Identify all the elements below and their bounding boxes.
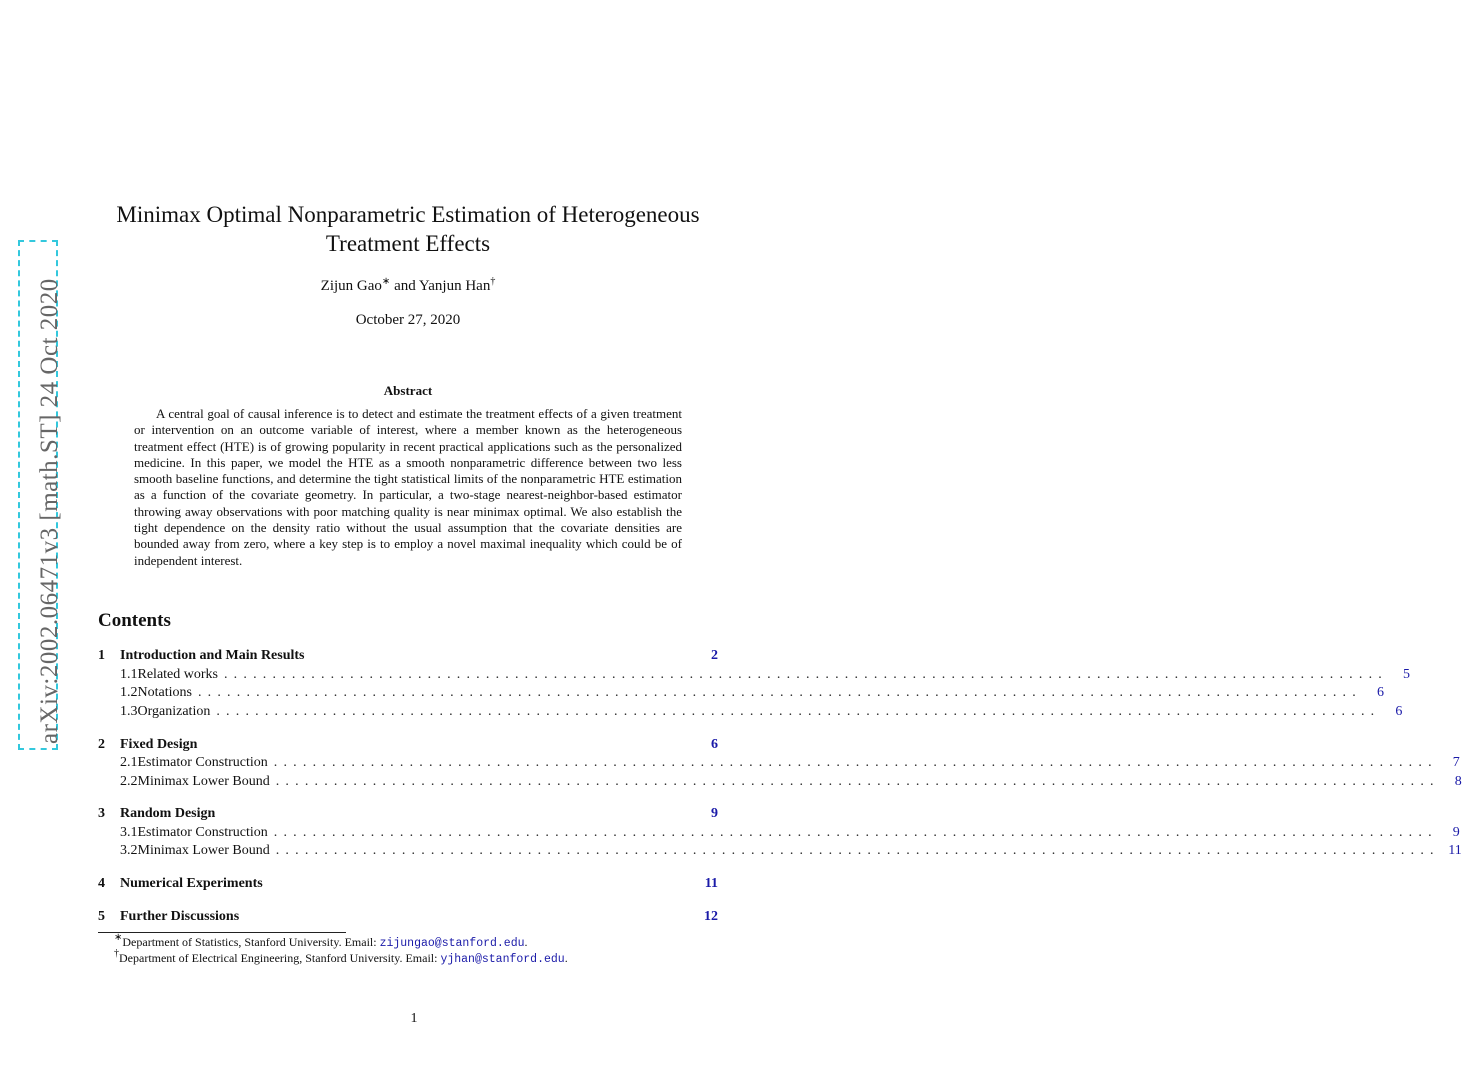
footnote-2-end: .	[564, 951, 568, 965]
toc-entry-number: 3.1	[120, 825, 138, 840]
toc-entry-title[interactable]: Further Discussions	[120, 909, 240, 924]
toc-entry-number: 1.1	[120, 667, 138, 682]
toc-entry[interactable]	[98, 806, 718, 824]
page-number: 1	[410, 1011, 418, 1026]
footnote-1-text: Department of Statistics, Stanford University. Email:	[122, 935, 380, 949]
toc-entry-number: 3.2	[120, 843, 138, 858]
toc-entry-title[interactable]: Random Design	[120, 806, 216, 821]
toc-page-link[interactable]: 6	[1395, 704, 1403, 719]
footnote-1	[114, 932, 528, 950]
toc-leader-dots: ........................................................................................................................	[273, 825, 1438, 840]
toc-entry-number: 4	[98, 876, 105, 891]
authors	[100, 278, 716, 295]
toc-page-link[interactable]: 7	[1452, 755, 1460, 770]
toc-entry[interactable]	[98, 704, 1403, 722]
footnote-2	[114, 948, 568, 966]
toc-entry[interactable]	[98, 737, 718, 755]
toc-page-link[interactable]: 11	[1448, 843, 1462, 858]
toc-entry-number: 2.1	[120, 755, 138, 770]
footnote-1-mark: ∗	[114, 932, 123, 943]
author-connector: and	[390, 278, 419, 294]
toc-entry-title[interactable]: Minimax Lower Bound	[137, 843, 270, 858]
toc-entry[interactable]	[98, 685, 1384, 703]
toc-entry-number: 5	[98, 909, 105, 924]
arxiv-identifier[interactable]: arXiv:2002.06471v3 [math.ST] 24 Oct 2020	[36, 278, 63, 744]
toc-entry[interactable]	[98, 755, 1460, 773]
toc-leader-dots: ........................................................................................................................	[216, 704, 1381, 719]
toc-entry-number: 1	[98, 648, 105, 663]
toc-entry-title[interactable]: Numerical Experiments	[120, 876, 263, 891]
footnote-2-text: Department of Electrical Engineering, Stanford University. Email:	[119, 951, 441, 965]
abstract-body: A central goal of causal inference is to detect and estimate the treatment effects of a given treatment or intervention on an outcome variable of interest, where a member known as the heterogeneous treatment effect (HTE) is of growing popularity in recent practical applications such as the personalized medicine. In this paper, we model the HTE as a smooth nonparametric difference between two less smooth baseline functions, and determine the tight statistical limits of the nonparametric HTE estimation as a function of the covariate geometry. In particular, a two-stage nearest-neighbor-based estimator throwing away observations with poor matching quality is near minimax optimal. We also establish the tight dependence on the density ratio without the usual assumption that the covariate densities are bounded away from zero, where a key step is to employ a novel maximal inequality which could be of independent interest.	[134, 406, 682, 568]
abstract-heading: Abstract	[383, 383, 433, 398]
footnote-1-end: .	[524, 935, 528, 949]
toc-entry[interactable]	[98, 909, 718, 927]
toc-leader-dots: ........................................................................................................................	[275, 843, 1440, 858]
author-han: Yanjun Han	[418, 278, 491, 294]
toc-entry-number: 2	[98, 737, 105, 752]
toc-entry-title[interactable]: Organization	[137, 704, 211, 719]
toc-page-link[interactable]: 2	[711, 648, 718, 663]
contents-heading: Contents	[98, 610, 171, 631]
footnote-rule	[98, 932, 346, 933]
toc-page-link[interactable]: 5	[1402, 667, 1410, 682]
toc-entry-title[interactable]: Related works	[137, 667, 218, 682]
toc-page-link[interactable]: 9	[711, 806, 718, 821]
toc-page-link[interactable]: 11	[704, 876, 718, 891]
toc-page-link[interactable]: 6	[711, 737, 718, 752]
toc-entry-title[interactable]: Minimax Lower Bound	[137, 774, 270, 789]
toc-page-link[interactable]: 8	[1454, 774, 1462, 789]
footnote-mark-1[interactable]: ∗	[381, 276, 391, 287]
email-link-han[interactable]: yjhan@stanford.edu	[440, 953, 565, 966]
toc-entry[interactable]	[98, 876, 718, 894]
email-link-gao[interactable]: zijungao@stanford.edu	[379, 937, 525, 950]
toc-entry-number: 3	[98, 806, 105, 821]
toc-entry-number: 1.2	[120, 685, 138, 700]
footnote-2-mark: †	[114, 948, 119, 959]
toc-entry[interactable]	[98, 667, 1410, 685]
toc-page-link[interactable]: 9	[1452, 825, 1460, 840]
toc-leader-dots: ........................................................................................................................	[223, 667, 1388, 682]
toc-entry[interactable]	[98, 825, 1460, 843]
author-gao: Zijun Gao	[320, 278, 382, 294]
title-line-1: Minimax Optimal Nonparametric Estimation of Heterogeneous	[116, 202, 700, 227]
title-line-2: Treatment Effects	[325, 231, 491, 256]
toc-entry-title[interactable]: Estimator Construction	[137, 755, 268, 770]
toc-entry-number: 1.3	[120, 704, 138, 719]
toc-entry[interactable]	[98, 648, 718, 666]
toc-entry-title[interactable]: Notations	[137, 685, 192, 700]
toc-entry-title[interactable]: Fixed Design	[120, 737, 198, 752]
toc-entry-title[interactable]: Estimator Construction	[137, 825, 268, 840]
toc-entry[interactable]	[98, 774, 1462, 792]
toc-page-link[interactable]: 12	[704, 909, 718, 924]
footnote-mark-2[interactable]: †	[490, 276, 496, 287]
toc-entry-title[interactable]: Introduction and Main Results	[120, 648, 305, 663]
toc-leader-dots: ........................................................................................................................	[275, 774, 1440, 789]
paper-title	[100, 200, 716, 258]
toc-leader-dots: ........................................................................................................................	[273, 755, 1438, 770]
toc-entry-number: 2.2	[120, 774, 138, 789]
paper-date: October 27, 2020	[355, 312, 461, 328]
toc-page-link[interactable]: 6	[1376, 685, 1384, 700]
toc-leader-dots: ........................................................................................................................	[197, 685, 1362, 700]
toc-entry[interactable]	[98, 843, 1462, 861]
